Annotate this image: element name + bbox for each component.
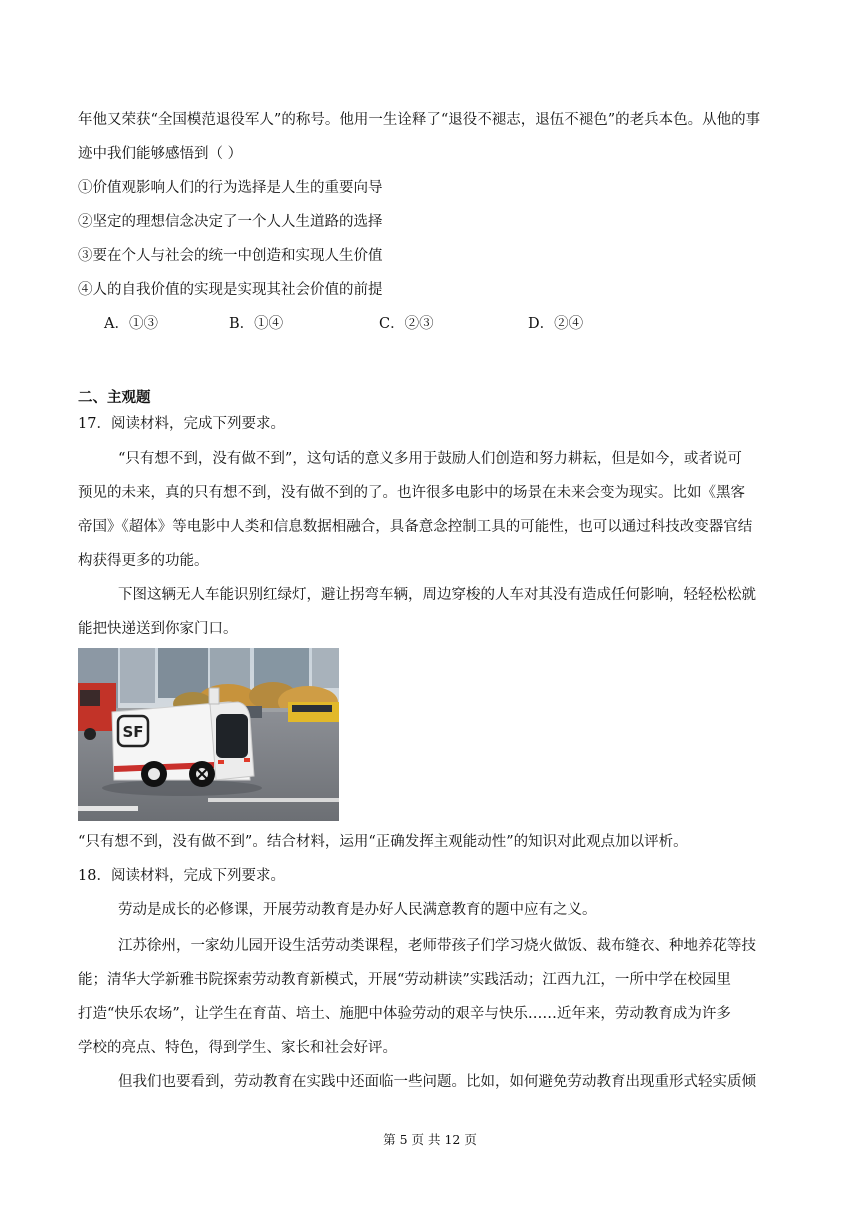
- q16-statement-3: ③要在个人与社会的统一中创造和实现人生价值: [78, 248, 383, 264]
- q16-statement-2: ②坚定的理想信念决定了一个人人生道路的选择: [78, 214, 383, 230]
- sf-logo: SF: [122, 723, 144, 741]
- q16-option-c: C．②③: [379, 316, 434, 332]
- q18-para2-line2: 能；清华大学新雅书院探索劳动教育新模式，开展“劳动耕读”实践活动；江西九江，一所中学在校园里: [78, 972, 731, 988]
- q17-para2-line2: 能把快递送到你家门口。: [78, 621, 238, 637]
- q18-para3-line1: 但我们也要看到，劳动教育在实践中还面临一些问题。比如，如何避免劳动教育出现重形式轻实质倾: [118, 1074, 756, 1090]
- q16-option-d: D．②④: [528, 316, 584, 332]
- q18-para1: 劳动是成长的必修课，开展劳动教育是办好人民满意教育的题中应有之义。: [118, 902, 597, 918]
- q16-statement-4: ④人的自我价值的实现是实现其社会价值的前提: [78, 282, 383, 298]
- q17-para2-line1: 下图这辆无人车能识别红绿灯，避让拐弯车辆，周边穿梭的人车对其没有造成任何影响，轻轻松松就: [118, 587, 756, 603]
- q18-intro: 18．阅读材料，完成下列要求。: [78, 868, 285, 884]
- q16-text-line-2: 迹中我们能够感悟到（ ）: [78, 146, 243, 162]
- q18-para2-line4: 学校的亮点、特色，得到学生、家长和社会好评。: [78, 1040, 397, 1056]
- q17-para1-line1: “只有想不到，没有做不到”，这句话的意义多用于鼓励人们创造和努力耕耘，但是如今，或者说可: [118, 451, 742, 467]
- q16-text-line-1: 年他又荣获“全国模范退役军人”的称号。他用一生诠释了“退役不褪志，退伍不褪色”的老兵本色。从他的事: [78, 112, 761, 128]
- q16-statement-1: ①价值观影响人们的行为选择是人生的重要向导: [78, 180, 383, 196]
- section-heading: 二、主观题: [78, 389, 151, 406]
- q16-option-a: A．①③: [104, 316, 158, 332]
- q18-para2-line1: 江苏徐州，一家幼儿园开设生活劳动类课程，老师带孩子们学习烧火做饭、裁布缝衣、种地养花等技: [118, 938, 756, 954]
- q17-task: “只有想不到，没有做不到”。结合材料，运用“正确发挥主观能动性”的知识对此观点加以评析。: [78, 834, 688, 850]
- q16-option-b: B．①④: [229, 316, 284, 332]
- q17-para1-line3: 帝国》《超体》等电影中人类和信息数据相融合，具备意念控制工具的可能性，也可以通过科技改变器官结: [78, 519, 753, 535]
- q17-intro: 17．阅读材料，完成下列要求。: [78, 416, 285, 432]
- page-footer: 第 5 页 共 12 页: [383, 1132, 477, 1147]
- delivery-vehicle-photo: [78, 648, 339, 821]
- q17-para1-line4: 构获得更多的功能。: [78, 553, 209, 569]
- q17-para1-line2: 预见的未来，真的只有想不到，没有做不到的了。也许很多电影中的场景在未来会变为现实。比如《黑客: [78, 485, 745, 501]
- q18-para2-line3: 打造“快乐农场”，让学生在育苗、培土、施肥中体验劳动的艰辛与快乐……近年来，劳动教育成为许多: [78, 1006, 731, 1022]
